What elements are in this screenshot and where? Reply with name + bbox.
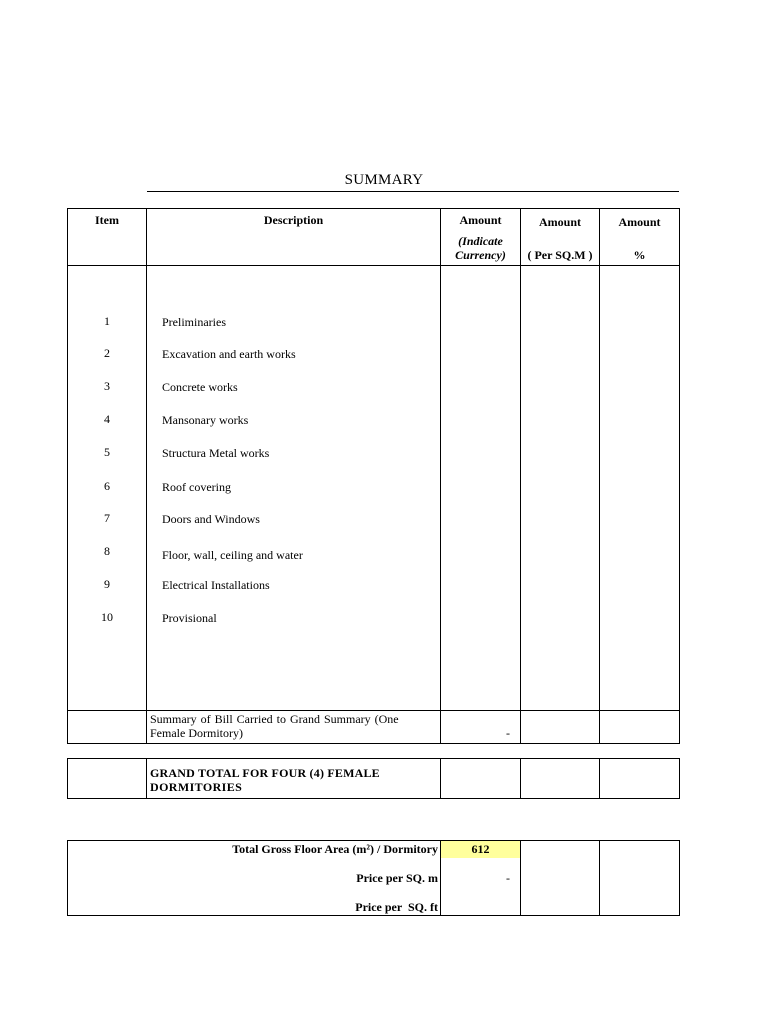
item-description: Doors and Windows xyxy=(162,512,260,526)
gross-floor-value: 612 xyxy=(471,842,490,856)
header-percent-sub: % xyxy=(633,248,646,262)
item-description: Mansonary works xyxy=(162,413,249,427)
item-number: 4 xyxy=(104,412,110,426)
header-bottom-rule xyxy=(67,265,680,266)
page-title: SUMMARY xyxy=(344,172,424,188)
header-item: Item xyxy=(95,213,119,227)
header-per-sqm: Amount xyxy=(538,215,581,229)
header-amount-currency-2: Currency) xyxy=(455,248,506,262)
summary-row-amount: - xyxy=(506,726,510,740)
item-description: Provisional xyxy=(162,611,217,625)
header-per-sqm-sub: ( Per SQ.M ) xyxy=(527,248,593,262)
price-per-sqft-label: Price per SQ. ft xyxy=(355,900,438,914)
grand-total-divider xyxy=(599,758,600,799)
item-description: Electrical Installations xyxy=(162,578,270,592)
grand-total-divider xyxy=(520,758,521,799)
price-per-sqm-value: - xyxy=(506,871,510,885)
item-description: Floor, wall, ceiling and water xyxy=(162,548,303,562)
item-number: 6 xyxy=(104,479,110,493)
col-divider-persqm xyxy=(599,208,600,744)
item-description: Roof covering xyxy=(162,480,231,494)
header-amount-currency-1: (Indicate xyxy=(458,234,503,248)
summary-table xyxy=(67,208,680,744)
summary-row-text-line2: Female Dormitory) xyxy=(150,726,243,740)
item-number: 2 xyxy=(104,346,110,360)
header-percent: Amount xyxy=(618,215,661,229)
gross-floor-label: Total Gross Floor Area (m²) / Dormitory xyxy=(232,842,438,856)
item-description: Excavation and earth works xyxy=(162,347,296,361)
item-number: 3 xyxy=(104,379,110,393)
grand-total-label-line2: DORMITORIES xyxy=(150,780,243,794)
col-divider-amount xyxy=(520,208,521,744)
item-description: Structura Metal works xyxy=(162,446,270,460)
item-number: 7 xyxy=(104,511,110,525)
item-number: 9 xyxy=(104,577,110,591)
item-number: 8 xyxy=(104,544,110,558)
grand-total-divider xyxy=(146,758,147,799)
item-description: Preliminaries xyxy=(162,315,226,329)
area-table-divider xyxy=(520,840,521,916)
header-description: Description xyxy=(263,213,324,227)
body-bottom-rule xyxy=(67,710,680,711)
item-number: 5 xyxy=(104,445,110,459)
col-divider-item xyxy=(146,208,147,744)
title-underline xyxy=(147,191,679,192)
grand-total-label-line1: GRAND TOTAL FOR FOUR (4) FEMALE xyxy=(150,766,380,780)
col-divider-desc xyxy=(440,208,441,744)
summary-row-text-line1: Summary of Bill Carried to Grand Summary (One xyxy=(150,712,399,726)
price-per-sqm-label: Price per SQ. m xyxy=(356,871,438,885)
grand-total-divider xyxy=(440,758,441,799)
item-number: 1 xyxy=(104,314,110,328)
item-description: Concrete works xyxy=(162,380,238,394)
area-table-divider xyxy=(599,840,600,916)
header-amount: Amount xyxy=(459,213,502,227)
item-number: 10 xyxy=(101,610,113,624)
